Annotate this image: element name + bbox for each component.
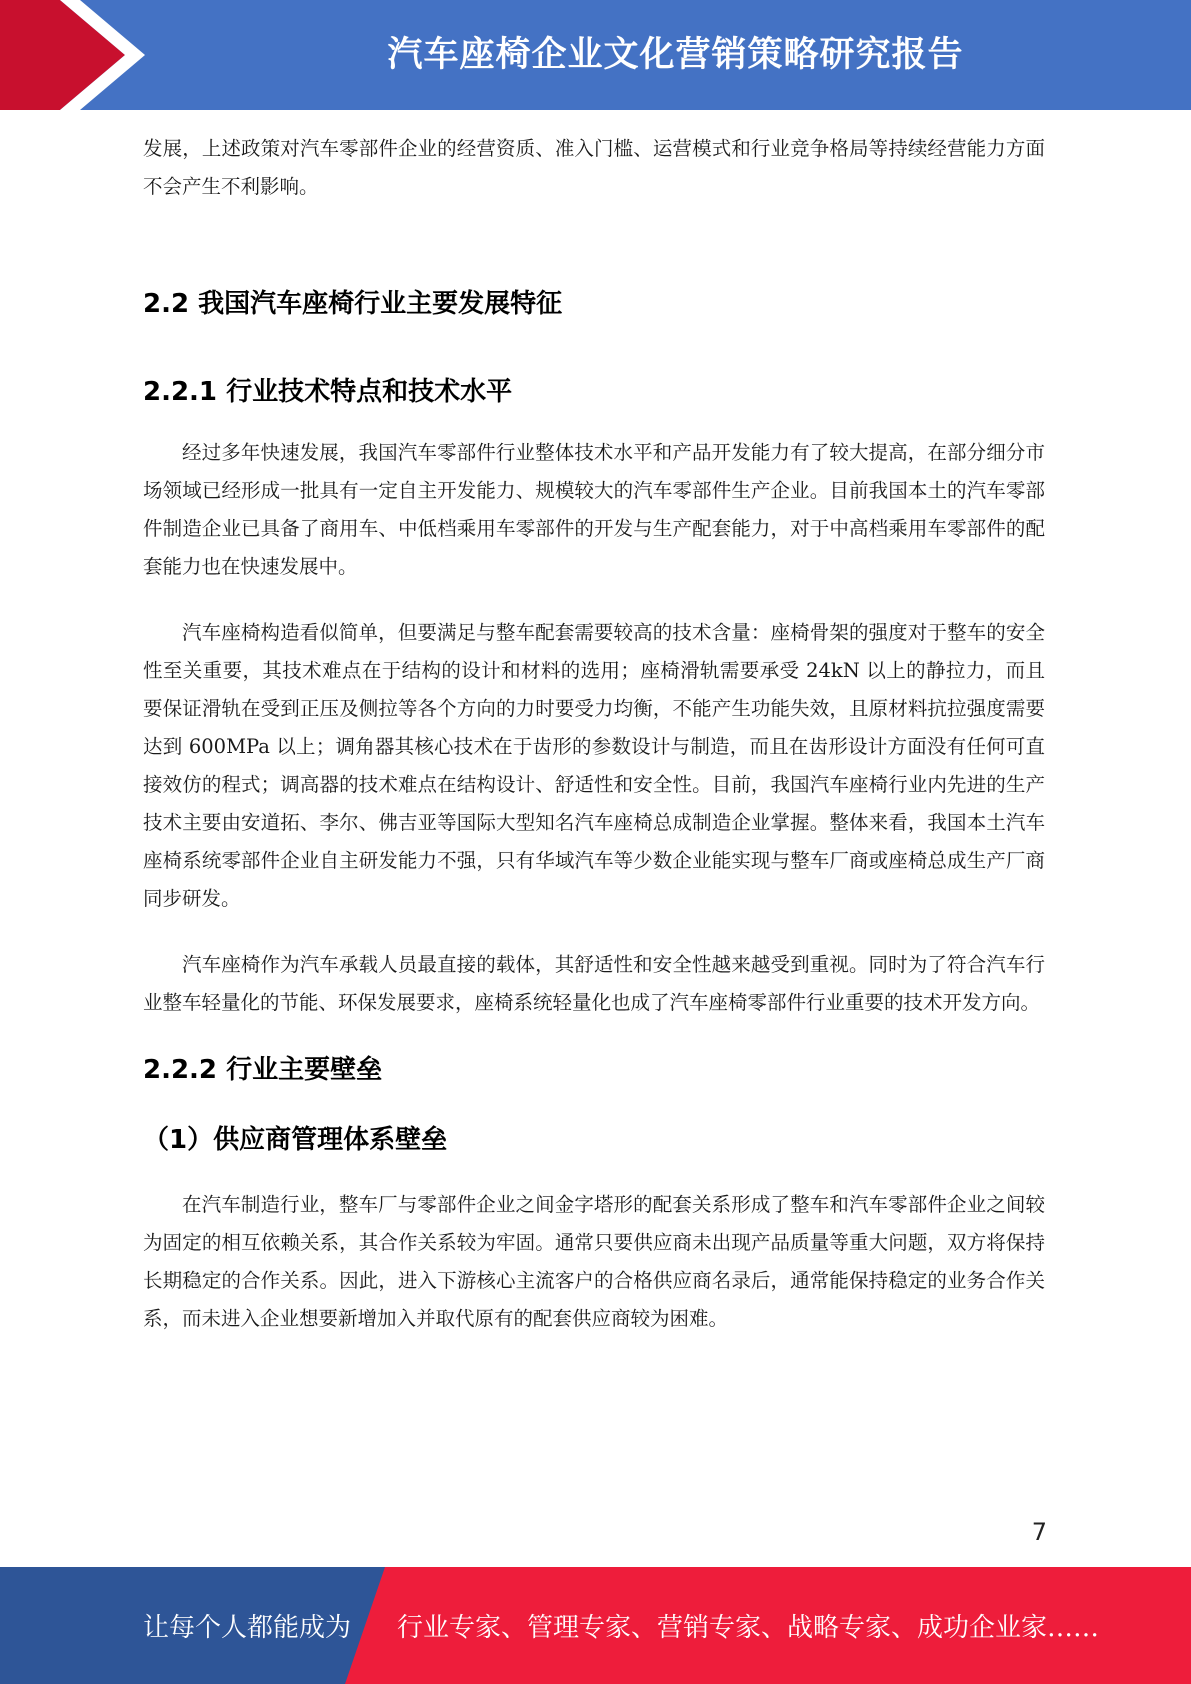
section-heading-2-2: 2.2 我国汽车座椅行业主要发展特征 [143, 289, 563, 319]
footer-slogan-left: 让每个人都能成为 [143, 1613, 352, 1643]
paragraph-seat-lightweight: 汽车座椅作为汽车承载人员最直接的载体，其舒适性和安全性越来越受到重视。同时为了符合汽车行业整车轻量化的节能、环保发展要求，座椅系统轻量化也成了汽车座椅零部件行业重要的技术开发方向。 [143, 953, 1045, 1014]
section-heading-2-2-1: 2.2.1 行业技术特点和技术水平 [143, 377, 513, 407]
page-number: 7 [1031, 1518, 1047, 1546]
paragraph-tech-level: 经过多年快速发展，我国汽车零部件行业整体技术水平和产品开发能力有了较大提高，在部分细分市场领域已经形成一批具有一定自主开发能力、规模较大的汽车零部件生产企业。目前我国本土的汽车零部件制造企业已具备了商用车、中低档乘用车零部件的开发与生产配套能力，对于中高档乘用车零部件的配套能力也在快速发展中。 [143, 441, 1045, 578]
paragraph-seat-structure: 汽车座椅构造看似简单，但要满足与整车配套需要较高的技术含量：座椅骨架的强度对于整车的安全性至关重要，其技术难点在于结构的设计和材料的选用；座椅滑轨需要承受 24kN 以上的静拉力，而且要保证滑轨在受到正压及侧拉等各个方向的力时要受力均衡，不能产生功能失效，且原材料抗拉强度需要达到 600MPa 以上；调角器其核心技术在于齿形的参数设计与制造，而且在齿形设计方面没有任何可直接效仿的程式；调高器的技术难点在结构设计、舒适性和安全性。目前，我国汽车座椅行业内先进的生产技术主要由安道拓、李尔、佛吉亚等国际大型知名汽车座椅总成制造企业掌握。整体来看，我国本土汽车座椅系统零部件企业自主研发能力不强，只有华域汽车等少数企业能实现与整车厂商或座椅总成生产厂商同步研发。 [143, 621, 1045, 910]
document-body [143, 130, 1045, 1338]
section-heading-2-2-2: 2.2.2 行业主要壁垒 [143, 1055, 383, 1085]
header-banner [0, 0, 1191, 110]
report-title: 汽车座椅企业文化营销策略研究报告 [387, 35, 964, 75]
footer-slogan-right: 行业专家、管理专家、营销专家、战略专家、成功企业家…… [397, 1613, 1100, 1643]
footer-banner [0, 1567, 1191, 1684]
subsection-heading-supplier-barrier: （1）供应商管理体系壁垒 [143, 1125, 448, 1155]
paragraph-supplier-barrier: 在汽车制造行业，整车厂与零部件企业之间金字塔形的配套关系形成了整车和汽车零部件企业之间较为固定的相互依赖关系，其合作关系较为牢固。通常只要供应商未出现产品质量等重大问题，双方将保持长期稳定的合作关系。因此，进入下游核心主流客户的合格供应商名录后，通常能保持稳定的业务合作关系，而未进入企业想要新增加入并取代原有的配套供应商较为困难。 [143, 1193, 1045, 1330]
intro-paragraph: 发展，上述政策对汽车零部件企业的经营资质、准入门槛、运营模式和行业竞争格局等持续经营能力方面不会产生不利影响。 [143, 137, 1045, 198]
